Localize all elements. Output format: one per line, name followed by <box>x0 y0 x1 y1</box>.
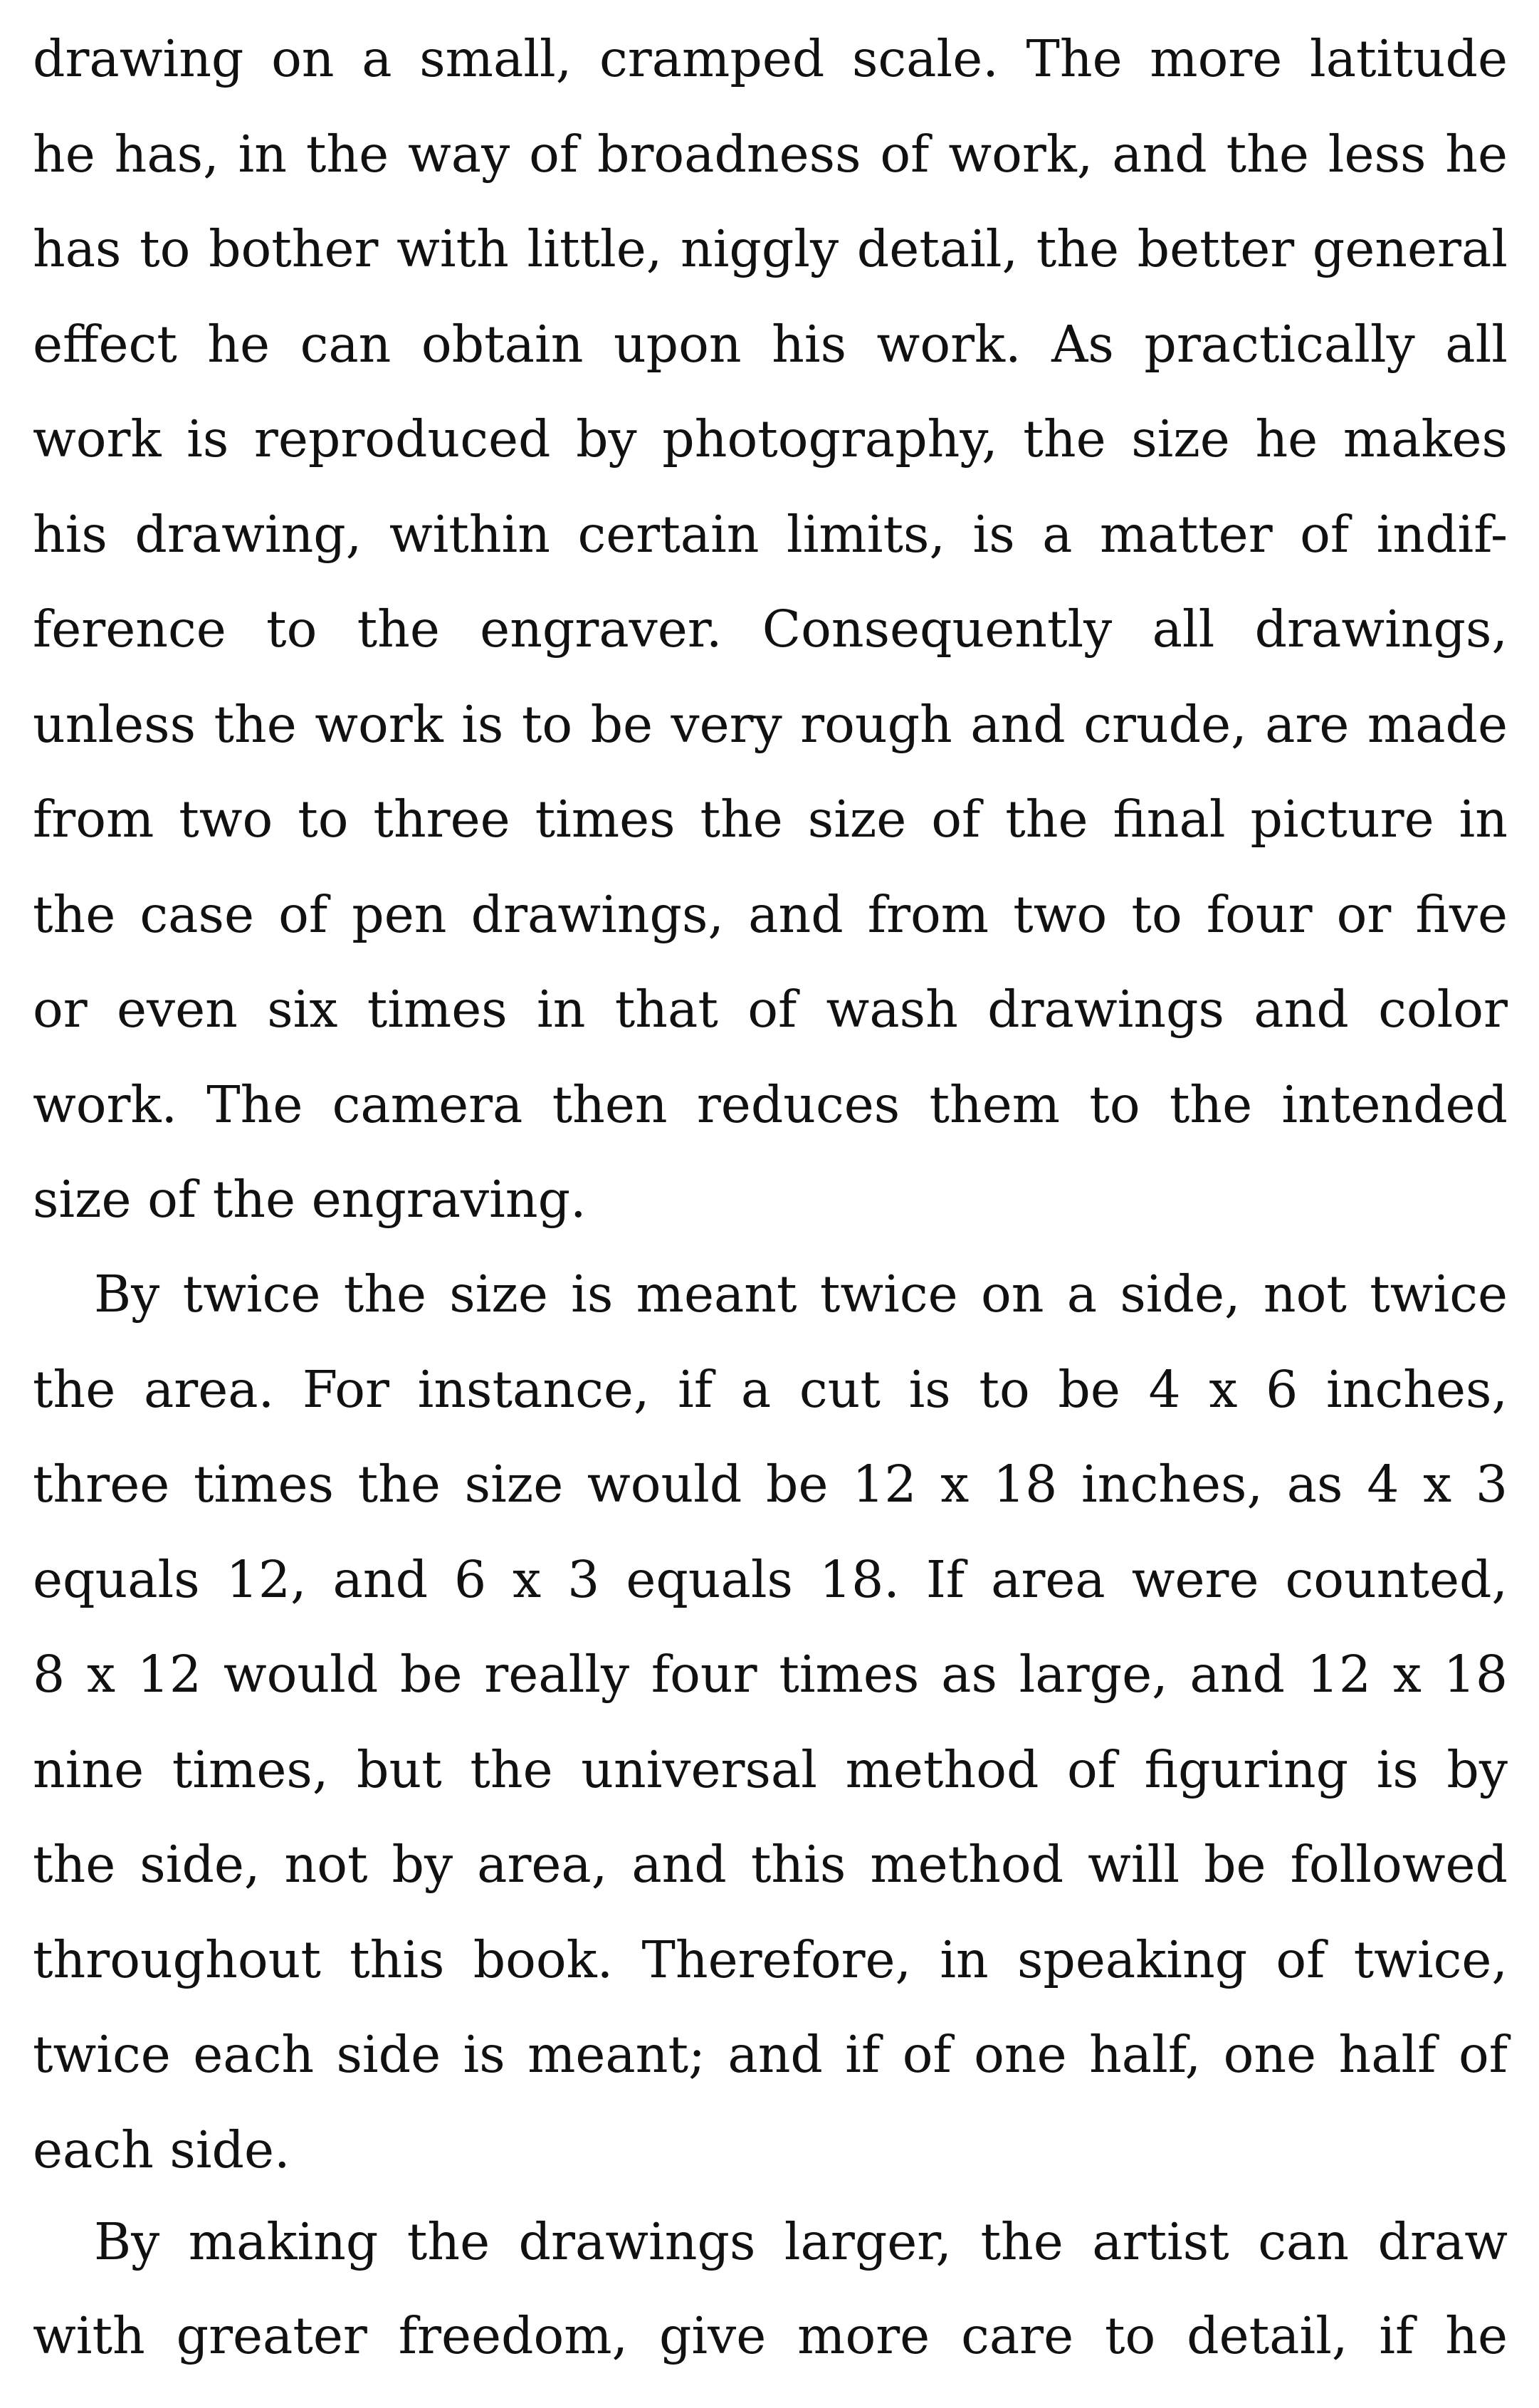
text-line: each side. <box>33 2120 290 2179</box>
text-line: size of the engraving. <box>33 1170 587 1229</box>
text-line: By making the drawings larger, the artist can draw <box>94 2212 1508 2271</box>
text-line: three times the size would be 12 x 18 inches, as 4 x 3 <box>33 1455 1508 1514</box>
text-line: nine times, but the universal method of figuring is by <box>33 1739 1508 1799</box>
text-line: ference to the engraver. Consequently all drawings, <box>33 600 1508 659</box>
text-line: work. The camera then reduces them to the intended <box>33 1074 1508 1134</box>
text-line: 8 x 12 would be really four times as large, and 12 x 18 <box>33 1645 1508 1704</box>
text-line: his drawing, within certain limits, is a matter of indif- <box>33 504 1508 564</box>
text-line: with greater freedom, give more care to detail, if he <box>33 2306 1508 2365</box>
text-line: By twice the size is meant twice on a side, not twice <box>94 1265 1508 1324</box>
text-line: effect he can obtain upon his work. As practically all <box>33 314 1508 374</box>
paragraph-3 <box>33 2195 1508 2383</box>
text-line: has to bother with little, niggly detail, the better general <box>33 219 1508 278</box>
text-line: he has, in the way of broadness of work, and the less he <box>33 124 1508 184</box>
text-line: work is reproduced by photography, the size he makes <box>33 409 1508 468</box>
paragraph-2 <box>33 1247 1508 2197</box>
text-line: unless the work is to be very rough and crude, are made <box>33 694 1508 754</box>
paragraph-1 <box>33 11 1508 1247</box>
text-line: from two to three times the size of the final picture in <box>33 790 1508 849</box>
text-line: twice each side is meant; and if of one half, one half of <box>33 2025 1508 2084</box>
text-line: drawing on a small, cramped scale. The more latitude <box>33 29 1508 88</box>
text-line: or even six times in that of wash drawings and color <box>33 980 1508 1039</box>
text-line: the area. For instance, if a cut is to be 4 x 6 inches, <box>33 1359 1508 1419</box>
text-line: the case of pen drawings, and from two to four or five <box>33 884 1508 944</box>
text-line: equals 12, and 6 x 3 equals 18. If area were counted, <box>33 1549 1508 1609</box>
text-line: the side, not by area, and this method will be followed <box>33 1835 1508 1894</box>
text-line: throughout this book. Therefore, in speaking of twice, <box>33 1930 1508 1989</box>
